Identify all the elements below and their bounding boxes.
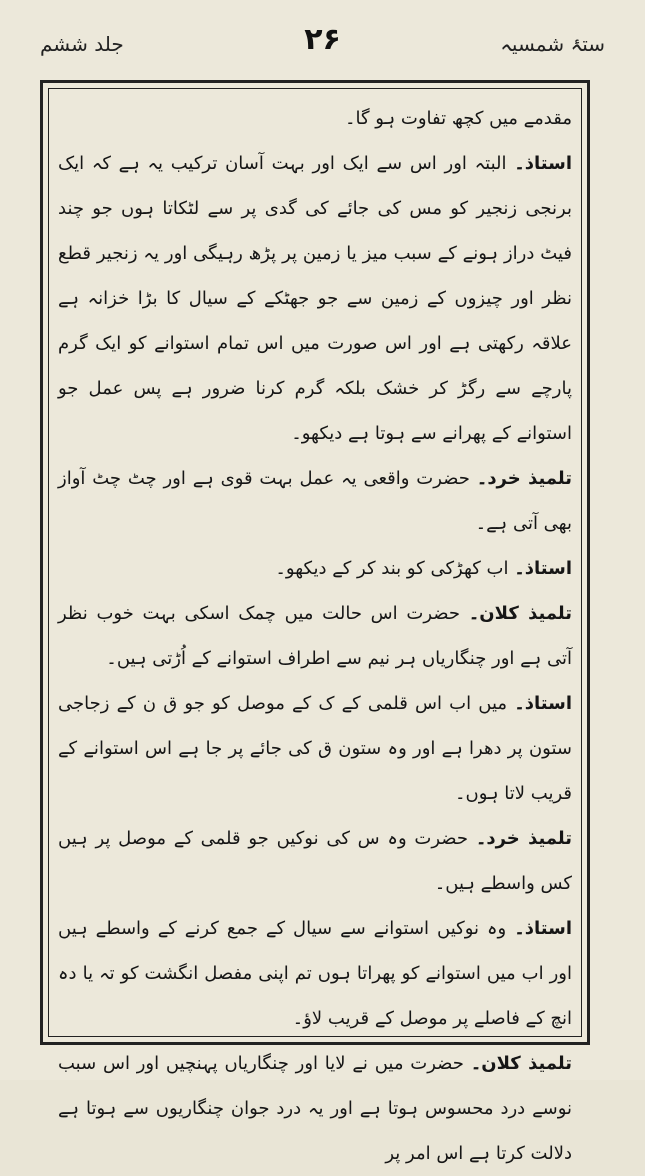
paragraph-text: مقدمے میں کچھ تفاوت ہو گا۔	[344, 108, 572, 129]
speaker-label: تلمیذ خرد۔	[476, 468, 573, 489]
paragraph	[58, 456, 572, 546]
speaker-label: تلمیذ کلان۔	[470, 1053, 572, 1074]
paragraph	[58, 141, 572, 456]
paragraph	[58, 681, 572, 816]
paragraph-text: اب کھڑکی کو بند کر کے دیکھو۔	[275, 558, 509, 579]
paragraph	[58, 546, 572, 591]
paragraph	[58, 906, 572, 1041]
paragraph-text: البتہ اور اس سے ایک اور بہت آسان ترکیب یہ ہے کہ ایک برنجی زنجیر کو مس کی جائے کی گدی پر سے لٹکاتا ہوں جو چند فیٹ دراز ہونے کے سبب میز یا زمین پر پڑھ رہیگی اور یہ زنجیر قطع نظر اور چیزوں کے زمین سے جو جھٹکے کے سیال کا بڑا خزانہ ہے علاقہ رکھتی ہے اور اس صورت میں اس تمام استوانے کو ایک گرم پارچے سے رگڑ کر خشک بلکہ گرم کرنا ضرور ہے پس عمل جو استوانے کے پھرانے سے ہوتا ہے دیکھو۔	[58, 153, 572, 444]
speaker-label: استاذ۔	[514, 558, 572, 579]
paragraph	[58, 591, 572, 681]
paragraph-text: حضرت واقعی یہ عمل بہت قوی ہے اور چٹ چٹ آواز بھی آتی ہے۔	[58, 468, 572, 534]
book-title-header: ستۂ شمسیہ	[500, 32, 605, 56]
paragraph-text: وہ نوکیں استوانے سے سیال کے جمع کرنے کے واسطے ہیں اور اب میں استوانے کو پھراتا ہوں تم اپنی مفصل انگشت کو تہ یا دہ انچ کے فاصلے پر موصل کے قریب لاؤ۔	[58, 918, 572, 1029]
paragraph-text: حضرت میں نے لایا اور چنگاریاں پہنچیں اور اس سبب نوسے درد محسوس ہوتا ہے اور یہ درد جوان چنگاریوں سے ہوتا ہے دلالت کرتا ہے اس امر پر	[58, 1053, 572, 1164]
paragraph	[58, 816, 572, 906]
speaker-label: تلمیذ خرد۔	[475, 828, 572, 849]
paragraph	[58, 1041, 572, 1176]
speaker-label: تلمیذ کلان۔	[468, 603, 572, 624]
page-body	[58, 96, 573, 1164]
volume-label: جلد ششم	[40, 32, 124, 56]
paragraph	[58, 96, 572, 141]
paragraph-text: حضرت وہ س کی نوکیں جو قلمی کے موصل پر ہیں کس واسطے ہیں۔	[58, 828, 572, 894]
speaker-label: استاذ۔	[514, 918, 572, 939]
speaker-label: استاذ۔	[514, 693, 572, 714]
paragraph-text: حضرت اس حالت میں چمک اسکی بہت خوب نظر آتی ہے اور چنگاریاں ہر نیم سے اطراف استوانے کے اُڑتی ہیں۔	[58, 603, 572, 669]
speaker-label: استاذ۔	[514, 153, 572, 174]
paragraph-text: میں اب اس قلمی کے ک کے موصل کو جو ق ن کے زجاجی ستون پر دھرا ہے اور وہ ستون ق کی جائے پر جا ہے اس استوانے کے قریب لاتا ہوں۔	[58, 693, 572, 804]
running-head	[40, 22, 605, 72]
page-number: ۲۶	[304, 22, 341, 57]
